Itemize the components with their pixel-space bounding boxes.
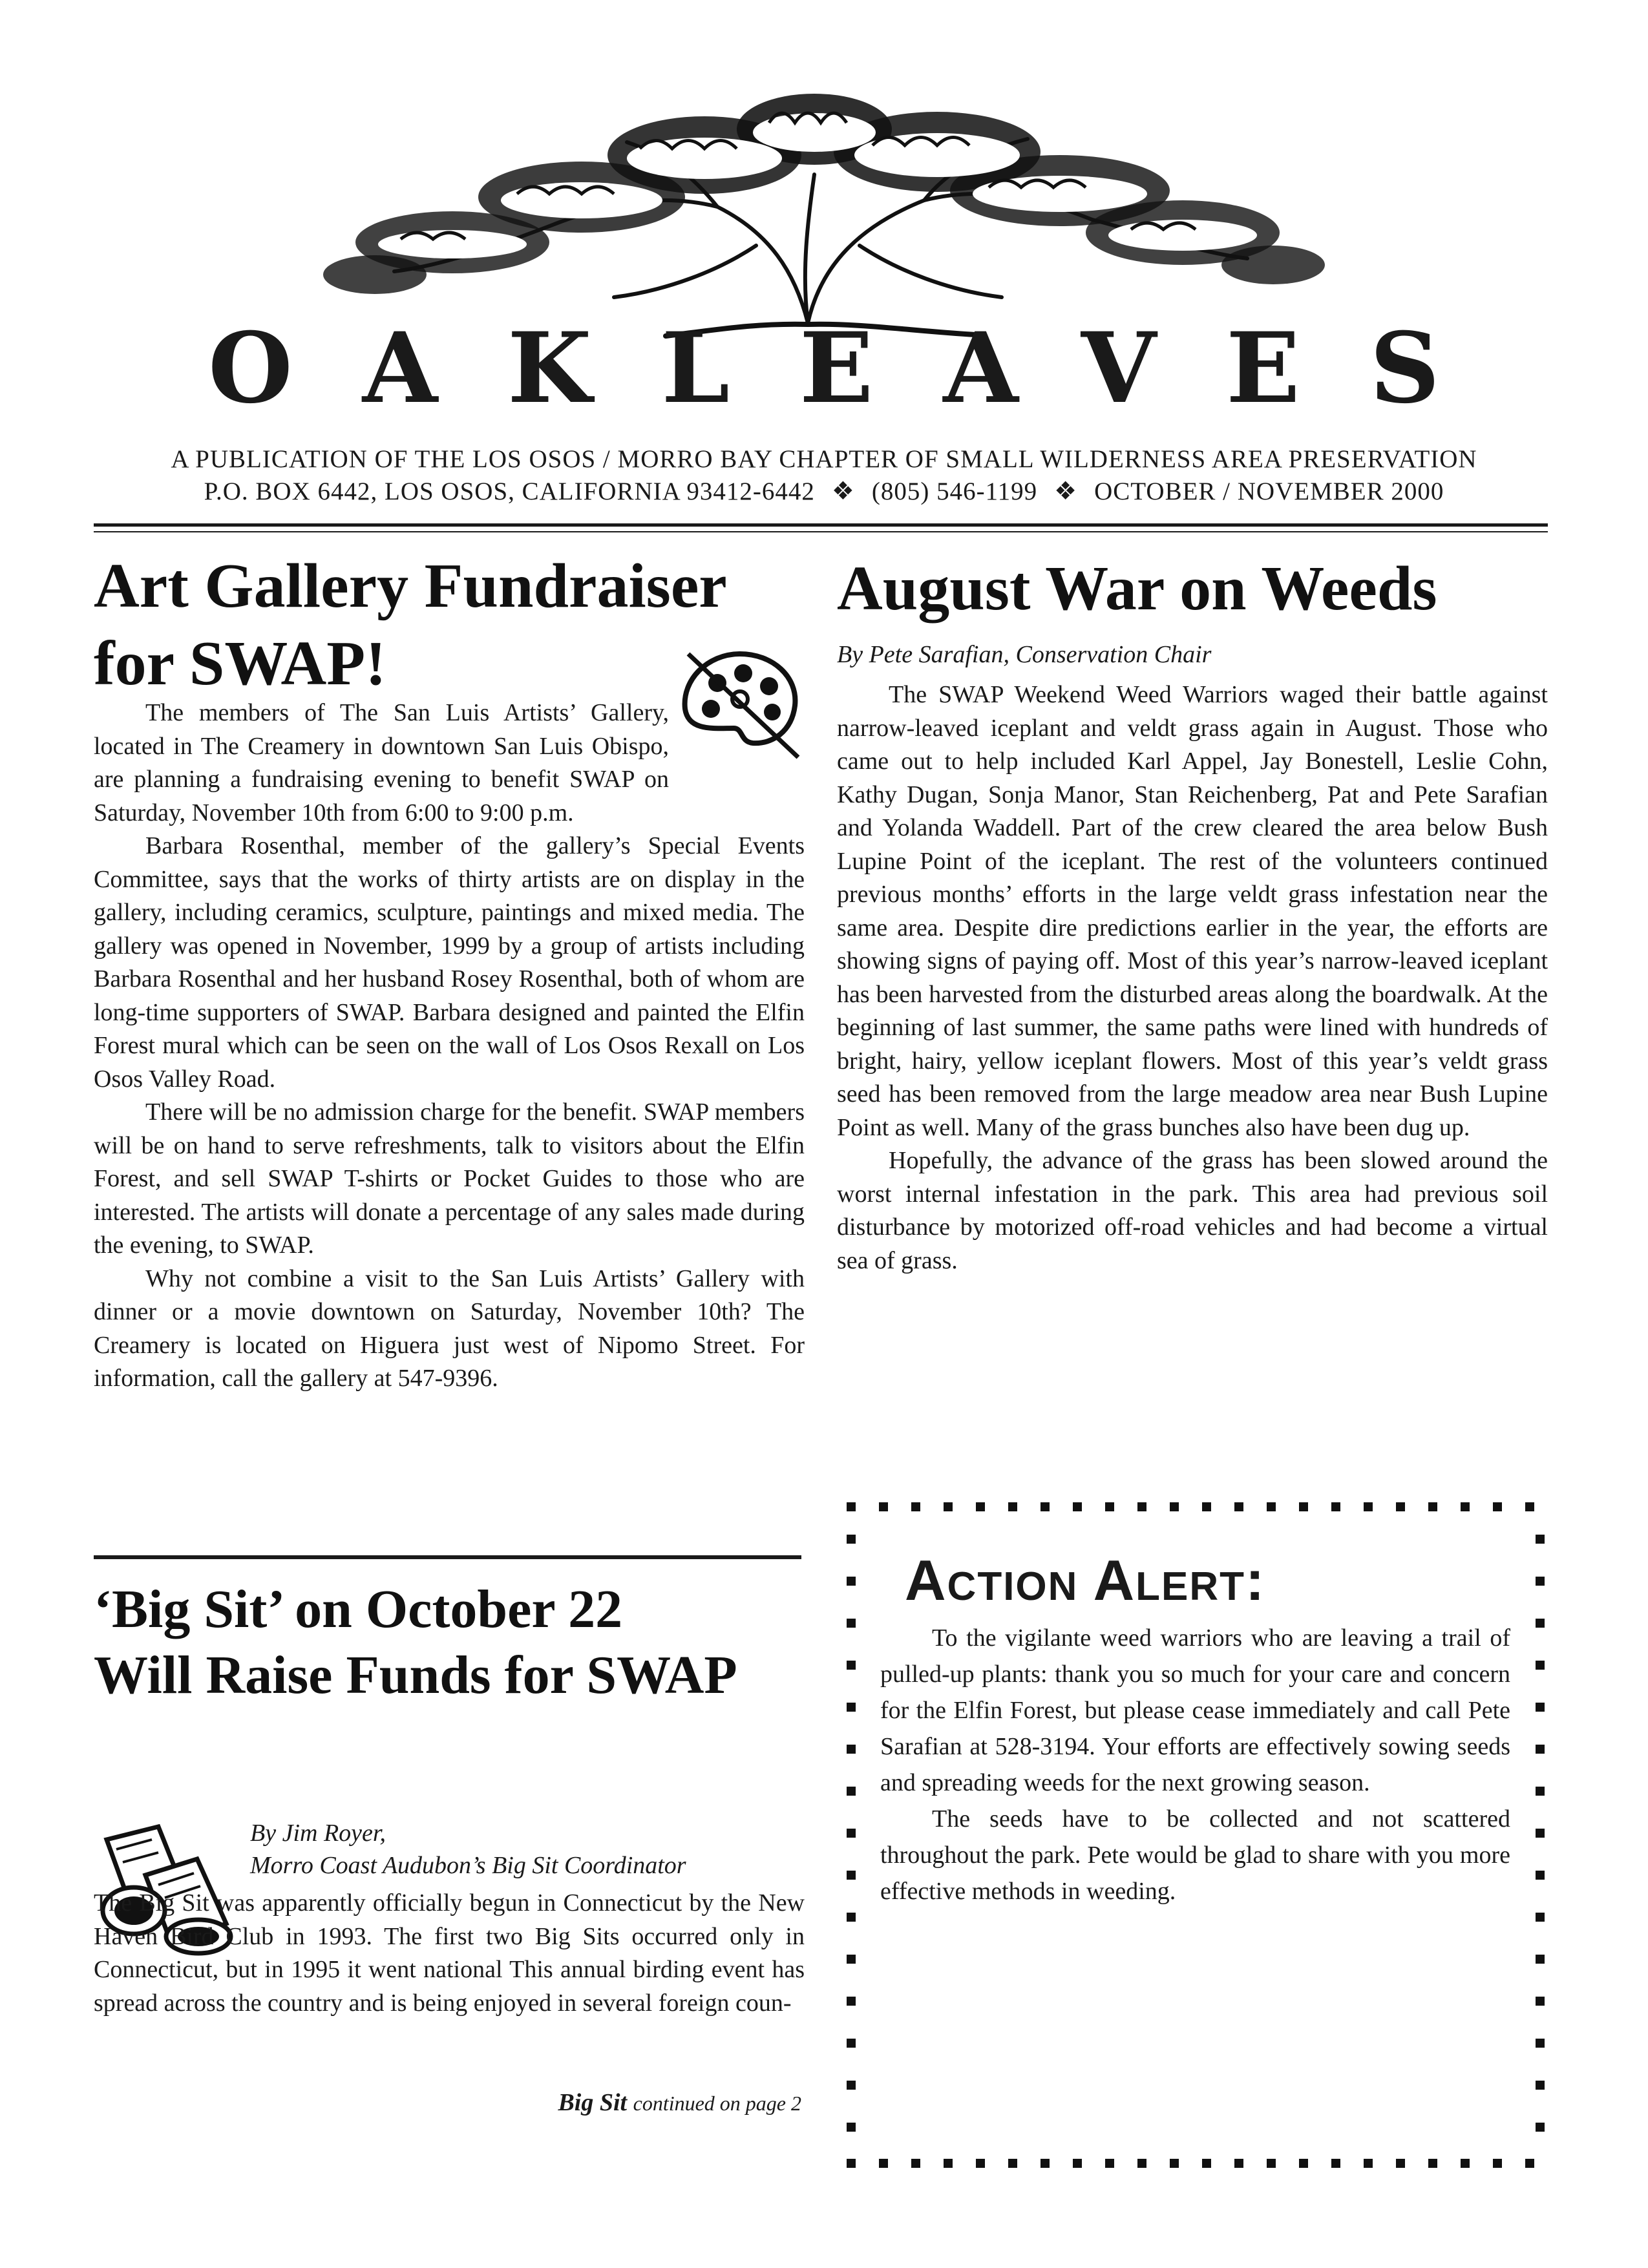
separator-ornament: ❖ (831, 478, 855, 505)
border-dot (1536, 1913, 1545, 1922)
article-paragraph: Hopefully, the advance of the grass has been slowed around the worst internal infestation in the park. This area had previous soil disturbance by motorized off-road vehicles and had become a virtual sea of grass. (837, 1147, 1548, 1274)
byline-author: By Jim Royer, (250, 1820, 386, 1847)
border-dot (879, 1502, 888, 1511)
border-dot (1536, 1787, 1545, 1796)
action-alert-box (847, 1502, 1545, 2168)
issue-date: OCTOBER / NOVEMBER 2000 (1094, 478, 1444, 505)
article-paragraph: The Big Sit was apparently officially begun in Connecticut by the New Haven Bird Club in 1993. The first two Big Sits occurred only in Connecticut, but in 1995 it went national This annual birding event has spread across the country and is being enjoyed in several foreign coun- (94, 1889, 805, 2017)
border-dot (1461, 2159, 1470, 2168)
border-dot (1428, 2159, 1437, 2168)
border-dot (1536, 1997, 1545, 2006)
border-dot (1331, 1502, 1340, 1511)
border-dot (1364, 1502, 1373, 1511)
headline-line: Art Gallery Fundraiser (94, 551, 727, 621)
border-dot (847, 1871, 856, 1880)
border-dot (1493, 2159, 1502, 2168)
border-dot (1137, 2159, 1146, 2168)
continued-notice[interactable] (452, 2088, 801, 2117)
action-alert-body (880, 1620, 1510, 1909)
border-dot (944, 2159, 953, 2168)
newsletter-title: OAKLEAVES (208, 311, 1510, 425)
article-paragraph: Barbara Rosenthal, member of the gallery’s Special Events Committee, says that the works of thirty artists are on display in the gallery, including ceramics, sculpture, paintings and mixed media. The gallery was opened in November, 1999 by a group of artists including Barbara Rosenthal and her husband Rosey Rosenthal, both of whom are long-time supporters of SWAP. Barbara designed and painted the Elfin Forest mural which can be seen on the wall of Los Osos Rexall on Los Osos Valley Road. (94, 832, 805, 1093)
border-dot (847, 1703, 856, 1712)
alert-paragraph: To the vigilante weed warriors who are leaving a trail of pulled-up plants: thank you so much for your care and concern for the Elfin Forest, but please cease immediately and call Pete Sarafian at 528-3194. Your efforts are effectively sowing seeds and spreading weeds for the next growing season. (880, 1624, 1510, 1796)
border-dot (1536, 2039, 1545, 2048)
border-dot (1536, 2081, 1545, 2090)
border-dot (1234, 1502, 1243, 1511)
art-article-body (94, 697, 805, 1396)
border-dot (847, 1502, 856, 1511)
bigsit-article-body (94, 1887, 805, 2020)
border-dot (847, 1913, 856, 1922)
border-dot (1170, 1502, 1179, 1511)
border-dot (1267, 2159, 1276, 2168)
border-dot (1202, 1502, 1211, 1511)
headline-line: for SWAP! (94, 628, 386, 698)
border-dot (847, 1745, 856, 1754)
border-dot (1299, 1502, 1308, 1511)
article-paragraph: The members of The San Luis Artists’ Gallery, located in The Creamery in downtown San Luis Obispo, are planning a fundraising evening to benefit SWAP on Saturday, November 10th from 6:00 to 9:00 p.m. (94, 699, 669, 826)
border-dot (1461, 1502, 1470, 1511)
separator-ornament: ❖ (1054, 478, 1078, 505)
border-dot (944, 1502, 953, 1511)
contact-line (0, 477, 1648, 506)
border-dot (1267, 1502, 1276, 1511)
article-paragraph: The SWAP Weekend Weed Warriors waged their battle against narrow-leaved iceplant and veldt grass again in August. Those who came out to help included Karl Appel, Jay Bonestell, Leslie Cohn, Kathy Dugan, Sonja Manor, Stan Reichenberg, Pat and Pete Sarafian and Yolanda Waddell. Part of the crew cleared the area below Bush Lupine Point of the iceplant. The rest of the volunteers continued previous months’ efforts in the large veldt grass infestation near the same area. Despite dire predictions earlier in the year, the efforts are showing signs of paying off. Most of this year’s narrow-leaved iceplant has been harvested from the disturbed areas along the boardwalk. At the beginning of last summer, the same paths were lined with hundreds of bright, hairy, yellow iceplant flowers. Most of this year’s veldt grass seed has been removed from the large meadow area near Bush Lupine Point as well. Many of the grass bunches also have been dug up. (837, 681, 1548, 1141)
border-dot (1073, 2159, 1082, 2168)
border-dot (1364, 2159, 1373, 2168)
weeds-article-headline: August War on Weeds (837, 554, 1437, 624)
publication-line: A PUBLICATION OF THE LOS OSOS / MORRO BAY CHAPTER OF SMALL WILDERNESS AREA PRESERVATION (171, 445, 1477, 473)
border-dot (1536, 1577, 1545, 1586)
border-dot (1536, 2123, 1545, 2132)
border-dot (911, 2159, 920, 2168)
weeds-article-body (837, 678, 1548, 1277)
section-divider (94, 1555, 801, 1559)
continued-label: Big Sit (558, 2089, 628, 2116)
border-dot (847, 2081, 856, 2090)
border-dot (1525, 1502, 1534, 1511)
border-dot (1170, 2159, 1179, 2168)
border-dot (847, 1577, 856, 1586)
border-dot (1536, 1703, 1545, 1712)
border-dot (1041, 1502, 1050, 1511)
border-dot (1536, 1535, 1545, 1544)
border-dot (976, 2159, 985, 2168)
border-dot (847, 1787, 856, 1796)
continued-text: continued on page 2 (633, 2092, 801, 2115)
border-dot (1396, 1502, 1405, 1511)
border-dot (1008, 1502, 1017, 1511)
weeds-byline: By Pete Sarafian, Conservation Chair (837, 641, 1212, 668)
article-paragraph: Why not combine a visit to the San Luis Artists’ Gallery with dinner or a movie downtown on Saturday, November 10th? The Creamery is located on Higuera just west of Nipomo Street. For information, call the gallery at 547-9396. (94, 1265, 805, 1392)
border-dot (1536, 1745, 1545, 1754)
mailing-address: P.O. BOX 6442, LOS OSOS, CALIFORNIA 93412-6442 (204, 478, 815, 505)
border-dot (1536, 1955, 1545, 1964)
masthead-rule (94, 531, 1548, 532)
bigsit-byline (250, 1817, 799, 1882)
border-dot (1073, 1502, 1082, 1511)
border-dot (1105, 2159, 1114, 2168)
border-dot (847, 2159, 856, 2168)
masthead-rule (94, 523, 1548, 527)
border-dot (847, 1997, 856, 2006)
border-dot (1428, 1502, 1437, 1511)
border-dot (847, 1829, 856, 1838)
alert-paragraph: The seeds have to be collected and not scattered throughout the park. Pete would be glad to share with you more effective methods in weeding. (880, 1805, 1510, 1905)
border-dot (847, 2039, 856, 2048)
headline-line: ‘Big Sit’ on October 22 (94, 1579, 623, 1639)
phone-number: (805) 546-1199 (871, 478, 1038, 505)
border-dot (1137, 1502, 1146, 1511)
border-dot (1396, 2159, 1405, 2168)
border-dot (911, 1502, 920, 1511)
border-dot (1331, 2159, 1340, 2168)
border-dot (1536, 1829, 1545, 1838)
border-dot (847, 1535, 856, 1544)
byline-role: Morro Coast Audubon’s Big Sit Coordinator (250, 1852, 686, 1879)
border-dot (1299, 2159, 1308, 2168)
action-alert-title: Action Alert: (905, 1548, 1266, 1612)
border-dot (847, 2123, 856, 2132)
border-dot (1202, 2159, 1211, 2168)
bigsit-article-headline (94, 1577, 805, 1709)
headline-line: Will Raise Funds for SWAP (94, 1645, 737, 1706)
border-dot (1234, 2159, 1243, 2168)
border-dot (1536, 1871, 1545, 1880)
border-dot (1525, 2159, 1534, 2168)
border-dot (847, 1955, 856, 1964)
border-dot (847, 1619, 856, 1628)
border-dot (1536, 1619, 1545, 1628)
article-paragraph: There will be no admission charge for the benefit. SWAP members will be on hand to serve refreshments, talk to visitors about the Elfin Forest, and sell SWAP T-shirts or Pocket Guides to those who are interested. The artists will donate a percentage of any sales made during the evening, to SWAP. (94, 1098, 805, 1259)
border-dot (976, 1502, 985, 1511)
border-dot (879, 2159, 888, 2168)
border-dot (1008, 2159, 1017, 2168)
border-dot (1041, 2159, 1050, 2168)
border-dot (1493, 1502, 1502, 1511)
border-dot (847, 1661, 856, 1670)
border-dot (1536, 1661, 1545, 1670)
border-dot (1105, 1502, 1114, 1511)
